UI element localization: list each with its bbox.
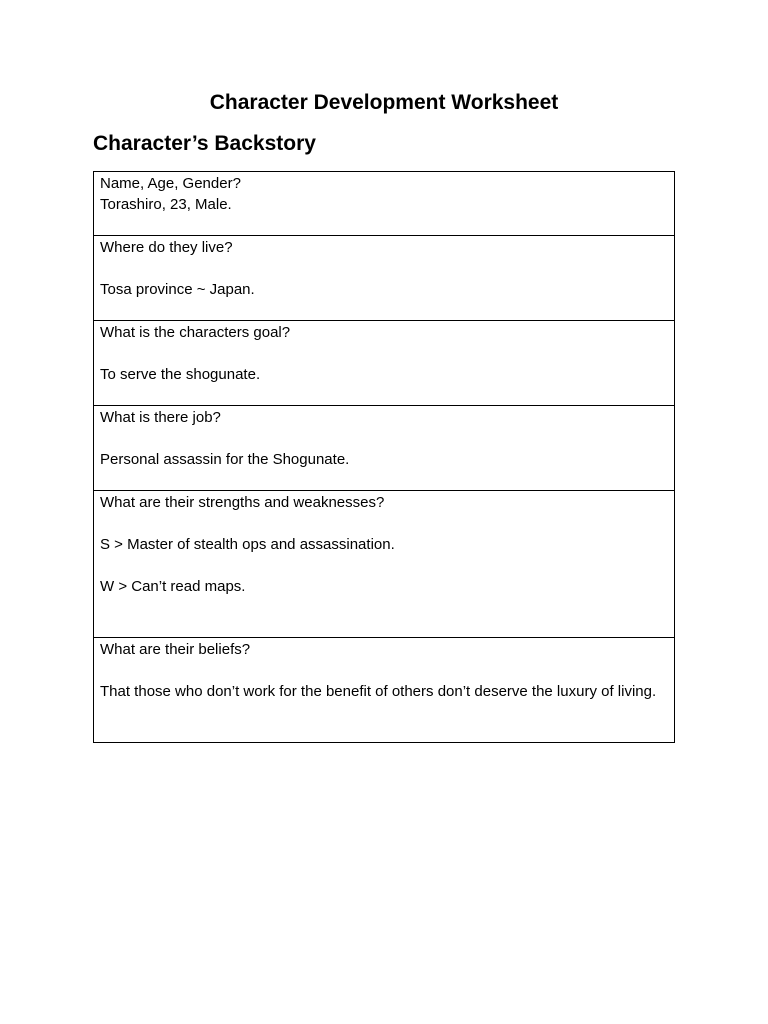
table-row bbox=[94, 172, 675, 236]
table-row bbox=[94, 236, 675, 321]
table-cell bbox=[94, 172, 675, 236]
table-row bbox=[94, 491, 675, 638]
table-row bbox=[94, 321, 675, 406]
question-text: What are their strengths and weaknesses? bbox=[100, 494, 385, 511]
question-text: Name, Age, Gender? bbox=[100, 175, 241, 192]
weakness-text: W > Can’t read maps. bbox=[100, 578, 246, 595]
table-cell bbox=[94, 638, 675, 743]
answer-text: That those who don’t work for the benefit of others don’t deserve the luxury of living. bbox=[100, 683, 657, 700]
table-cell bbox=[94, 491, 675, 638]
answer-text: Personal assassin for the Shogunate. bbox=[100, 451, 350, 468]
table-row bbox=[94, 638, 675, 743]
question-text: Where do they live? bbox=[100, 239, 233, 256]
answer-text: To serve the shogunate. bbox=[100, 366, 261, 383]
strength-text: S > Master of stealth ops and assassination. bbox=[100, 536, 395, 553]
table-cell bbox=[94, 321, 675, 406]
answer-text: Torashiro, 23, Male. bbox=[100, 196, 232, 213]
table-cell bbox=[94, 236, 675, 321]
page-title: Character Development Worksheet bbox=[209, 91, 559, 114]
question-text: What is the characters goal? bbox=[100, 324, 291, 341]
section-heading: Character’s Backstory bbox=[93, 132, 316, 155]
table-row bbox=[94, 406, 675, 491]
answer-text: Tosa province ~ Japan. bbox=[100, 281, 255, 298]
question-text: What is there job? bbox=[100, 409, 221, 426]
backstory-table bbox=[93, 171, 675, 743]
table-cell bbox=[94, 406, 675, 491]
question-text: What are their beliefs? bbox=[100, 641, 251, 658]
